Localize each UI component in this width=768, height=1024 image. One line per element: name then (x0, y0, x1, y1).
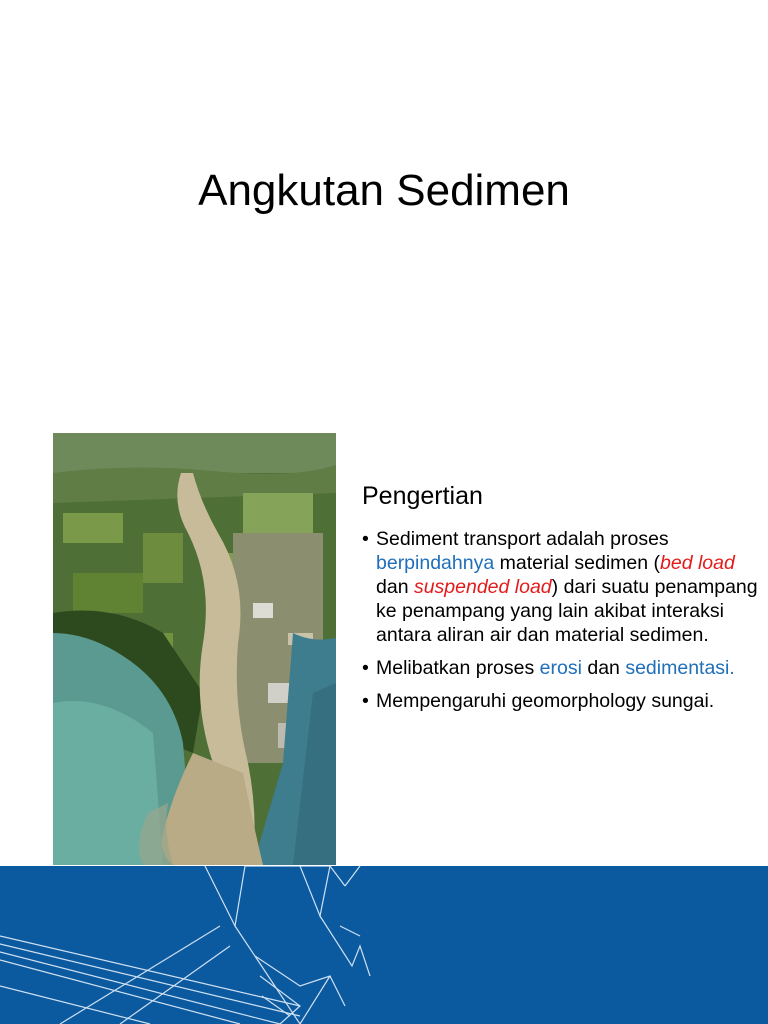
bullet-marker: • (362, 690, 369, 712)
bullet-text: ) dari suatu penampang ke penampang yang lain akibat interaksi antara aliran air dan material sedimen. (376, 576, 758, 646)
highlight-term: berpindahnya (376, 552, 495, 574)
list-item (362, 689, 758, 713)
bullet-list (362, 527, 758, 722)
slide-title: Angkutan Sedimen (198, 166, 570, 215)
river-aerial-photo (53, 433, 336, 865)
highlight-term: sedimentasi. (625, 657, 735, 679)
highlight-term: erosi (539, 657, 582, 679)
bullet-text: dan (581, 657, 626, 679)
bullet-text: material sedimen ( (494, 552, 660, 574)
bullet-text: Sediment transport adalah proses (376, 528, 669, 550)
bullet-text: Mempengaruhi geomorphology sungai. (376, 690, 715, 712)
footer-wireframe-band (0, 866, 768, 1024)
bullet-text: Melibatkan proses (376, 657, 540, 679)
list-item (362, 656, 758, 680)
list-item (362, 527, 758, 647)
bullet-text: dan (376, 576, 414, 598)
section-heading: Pengertian (362, 482, 483, 510)
emphasis-term: bed load (660, 552, 735, 574)
emphasis-term: suspended load (413, 576, 552, 598)
bullet-marker: • (362, 528, 369, 550)
bullet-marker: • (362, 657, 369, 679)
